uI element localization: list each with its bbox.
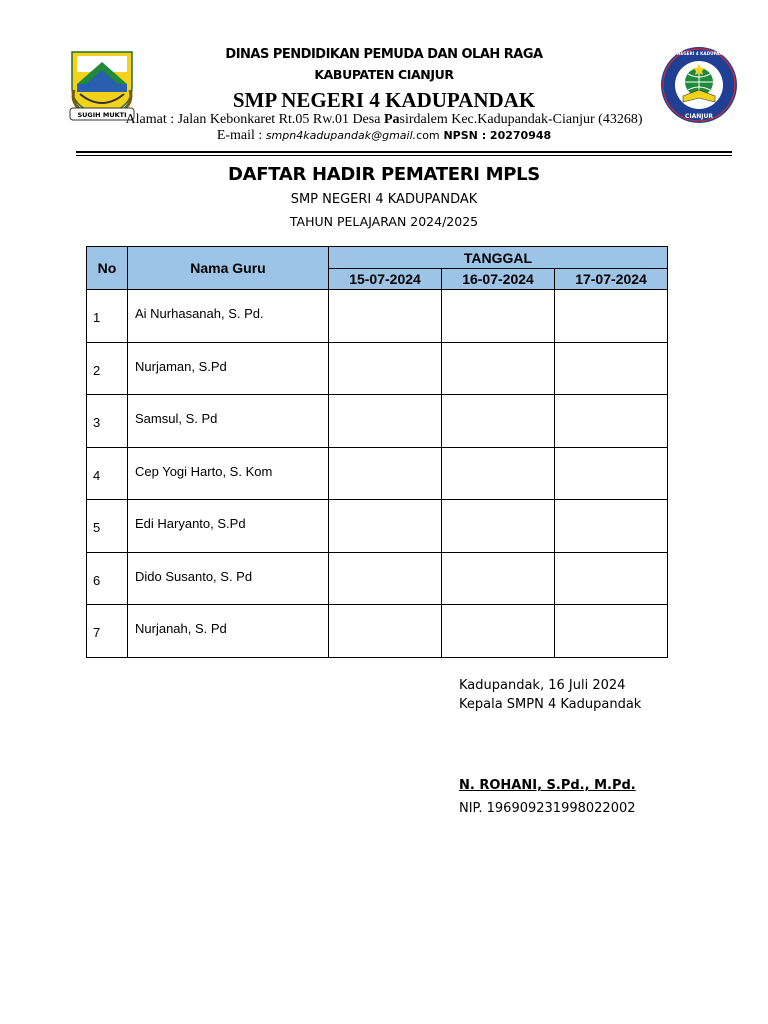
teacher-name: Cep Yogi Harto, S. Kom xyxy=(128,447,329,500)
signature-cell[interactable] xyxy=(442,290,555,343)
signature-cell[interactable] xyxy=(329,605,442,658)
signature-cell[interactable] xyxy=(442,605,555,658)
regency-name: KABUPATEN CIANJUR xyxy=(314,67,454,82)
teacher-name: Dido Susanto, S. Pd xyxy=(128,552,329,605)
teacher-name: Ai Nurhasanah, S. Pd. xyxy=(128,290,329,343)
header-date-group: TANGGAL xyxy=(329,247,668,269)
school-logo xyxy=(656,46,742,124)
signature-cell[interactable] xyxy=(555,500,668,553)
signature-cell[interactable] xyxy=(442,500,555,553)
letterhead-divider-thick xyxy=(76,151,732,153)
table-row xyxy=(87,395,668,448)
signature-cell[interactable] xyxy=(555,447,668,500)
email-tail: com xyxy=(416,129,440,142)
school-contact xyxy=(120,128,648,144)
signature-cell[interactable] xyxy=(442,447,555,500)
teacher-name: Nurjaman, S.Pd xyxy=(128,342,329,395)
school-address xyxy=(120,112,648,128)
header-date-2: 16-07-2024 xyxy=(442,269,555,290)
row-number: 7 xyxy=(87,605,128,658)
agency-name: DINAS PENDIDIKAN PEMUDA DAN OLAH RAGA xyxy=(225,47,543,62)
signature-cell[interactable] xyxy=(329,552,442,605)
signature-cell[interactable] xyxy=(555,605,668,658)
signature-cell[interactable] xyxy=(329,395,442,448)
signature-cell[interactable] xyxy=(329,342,442,395)
signature-cell[interactable] xyxy=(442,342,555,395)
teacher-name: Edi Haryanto, S.Pd xyxy=(128,500,329,553)
table-row xyxy=(87,342,668,395)
school-logo-city: CIANJUR xyxy=(684,113,714,120)
address-suffix: sirdalem Kec.Kadupandak-Cianjur (43268) xyxy=(399,112,643,127)
signature-cell[interactable] xyxy=(329,500,442,553)
row-number: 6 xyxy=(87,552,128,605)
signature-cell[interactable] xyxy=(555,342,668,395)
document-subtitle: SMP NEGERI 4 KADUPANDAK xyxy=(290,192,478,207)
signature-cell[interactable] xyxy=(555,552,668,605)
signature-role: Kepala SMPN 4 Kadupandak xyxy=(459,697,642,712)
row-number: 1 xyxy=(87,290,128,343)
signature-place-date: Kadupandak, 16 Juli 2024 xyxy=(459,678,626,693)
email-address: smpn4kadupandak@gmail. xyxy=(265,129,417,142)
header-no: No xyxy=(87,247,128,290)
row-number: 5 xyxy=(87,500,128,553)
row-number: 2 xyxy=(87,342,128,395)
address-bold: Pa xyxy=(383,112,400,127)
row-number: 3 xyxy=(87,395,128,448)
row-number: 4 xyxy=(87,447,128,500)
table-row xyxy=(87,500,668,553)
email-label: E-mail : xyxy=(216,128,266,143)
table-row xyxy=(87,552,668,605)
letterhead-divider-thin xyxy=(76,155,732,156)
address-prefix: Alamat : Jalan Kebonkaret Rt.05 Rw.01 Desa xyxy=(125,112,384,127)
signatory-nip: NIP. 196909231998022002 xyxy=(459,801,636,816)
school-logo-name: SMP NEGERI 4 KADUPANDAK xyxy=(665,51,733,56)
document-title: DAFTAR HADIR PEMATERI MPLS xyxy=(228,164,540,185)
signature-cell[interactable] xyxy=(555,290,668,343)
signatory-name: N. ROHANI, S.Pd., M.Pd. xyxy=(459,778,636,793)
header-name: Nama Guru xyxy=(128,247,329,290)
teacher-name: Nurjanah, S. Pd xyxy=(128,605,329,658)
signature-cell[interactable] xyxy=(555,395,668,448)
table-row xyxy=(87,290,668,343)
school-name: SMP NEGERI 4 KADUPANDAK xyxy=(232,88,536,112)
teacher-name: Samsul, S. Pd xyxy=(128,395,329,448)
attendance-table xyxy=(86,246,668,658)
header-date-3: 17-07-2024 xyxy=(555,269,668,290)
table-row xyxy=(87,447,668,500)
table-row xyxy=(87,605,668,658)
signature-cell[interactable] xyxy=(442,552,555,605)
npsn-number: NPSN : 20270948 xyxy=(439,129,552,142)
emblem-ribbon-text: SUGIH MUKTI xyxy=(77,111,127,119)
signature-cell[interactable] xyxy=(329,447,442,500)
signature-cell[interactable] xyxy=(329,290,442,343)
signature-cell[interactable] xyxy=(442,395,555,448)
academic-year: TAHUN PELAJARAN 2024/2025 xyxy=(289,214,479,229)
header-date-1: 15-07-2024 xyxy=(329,269,442,290)
